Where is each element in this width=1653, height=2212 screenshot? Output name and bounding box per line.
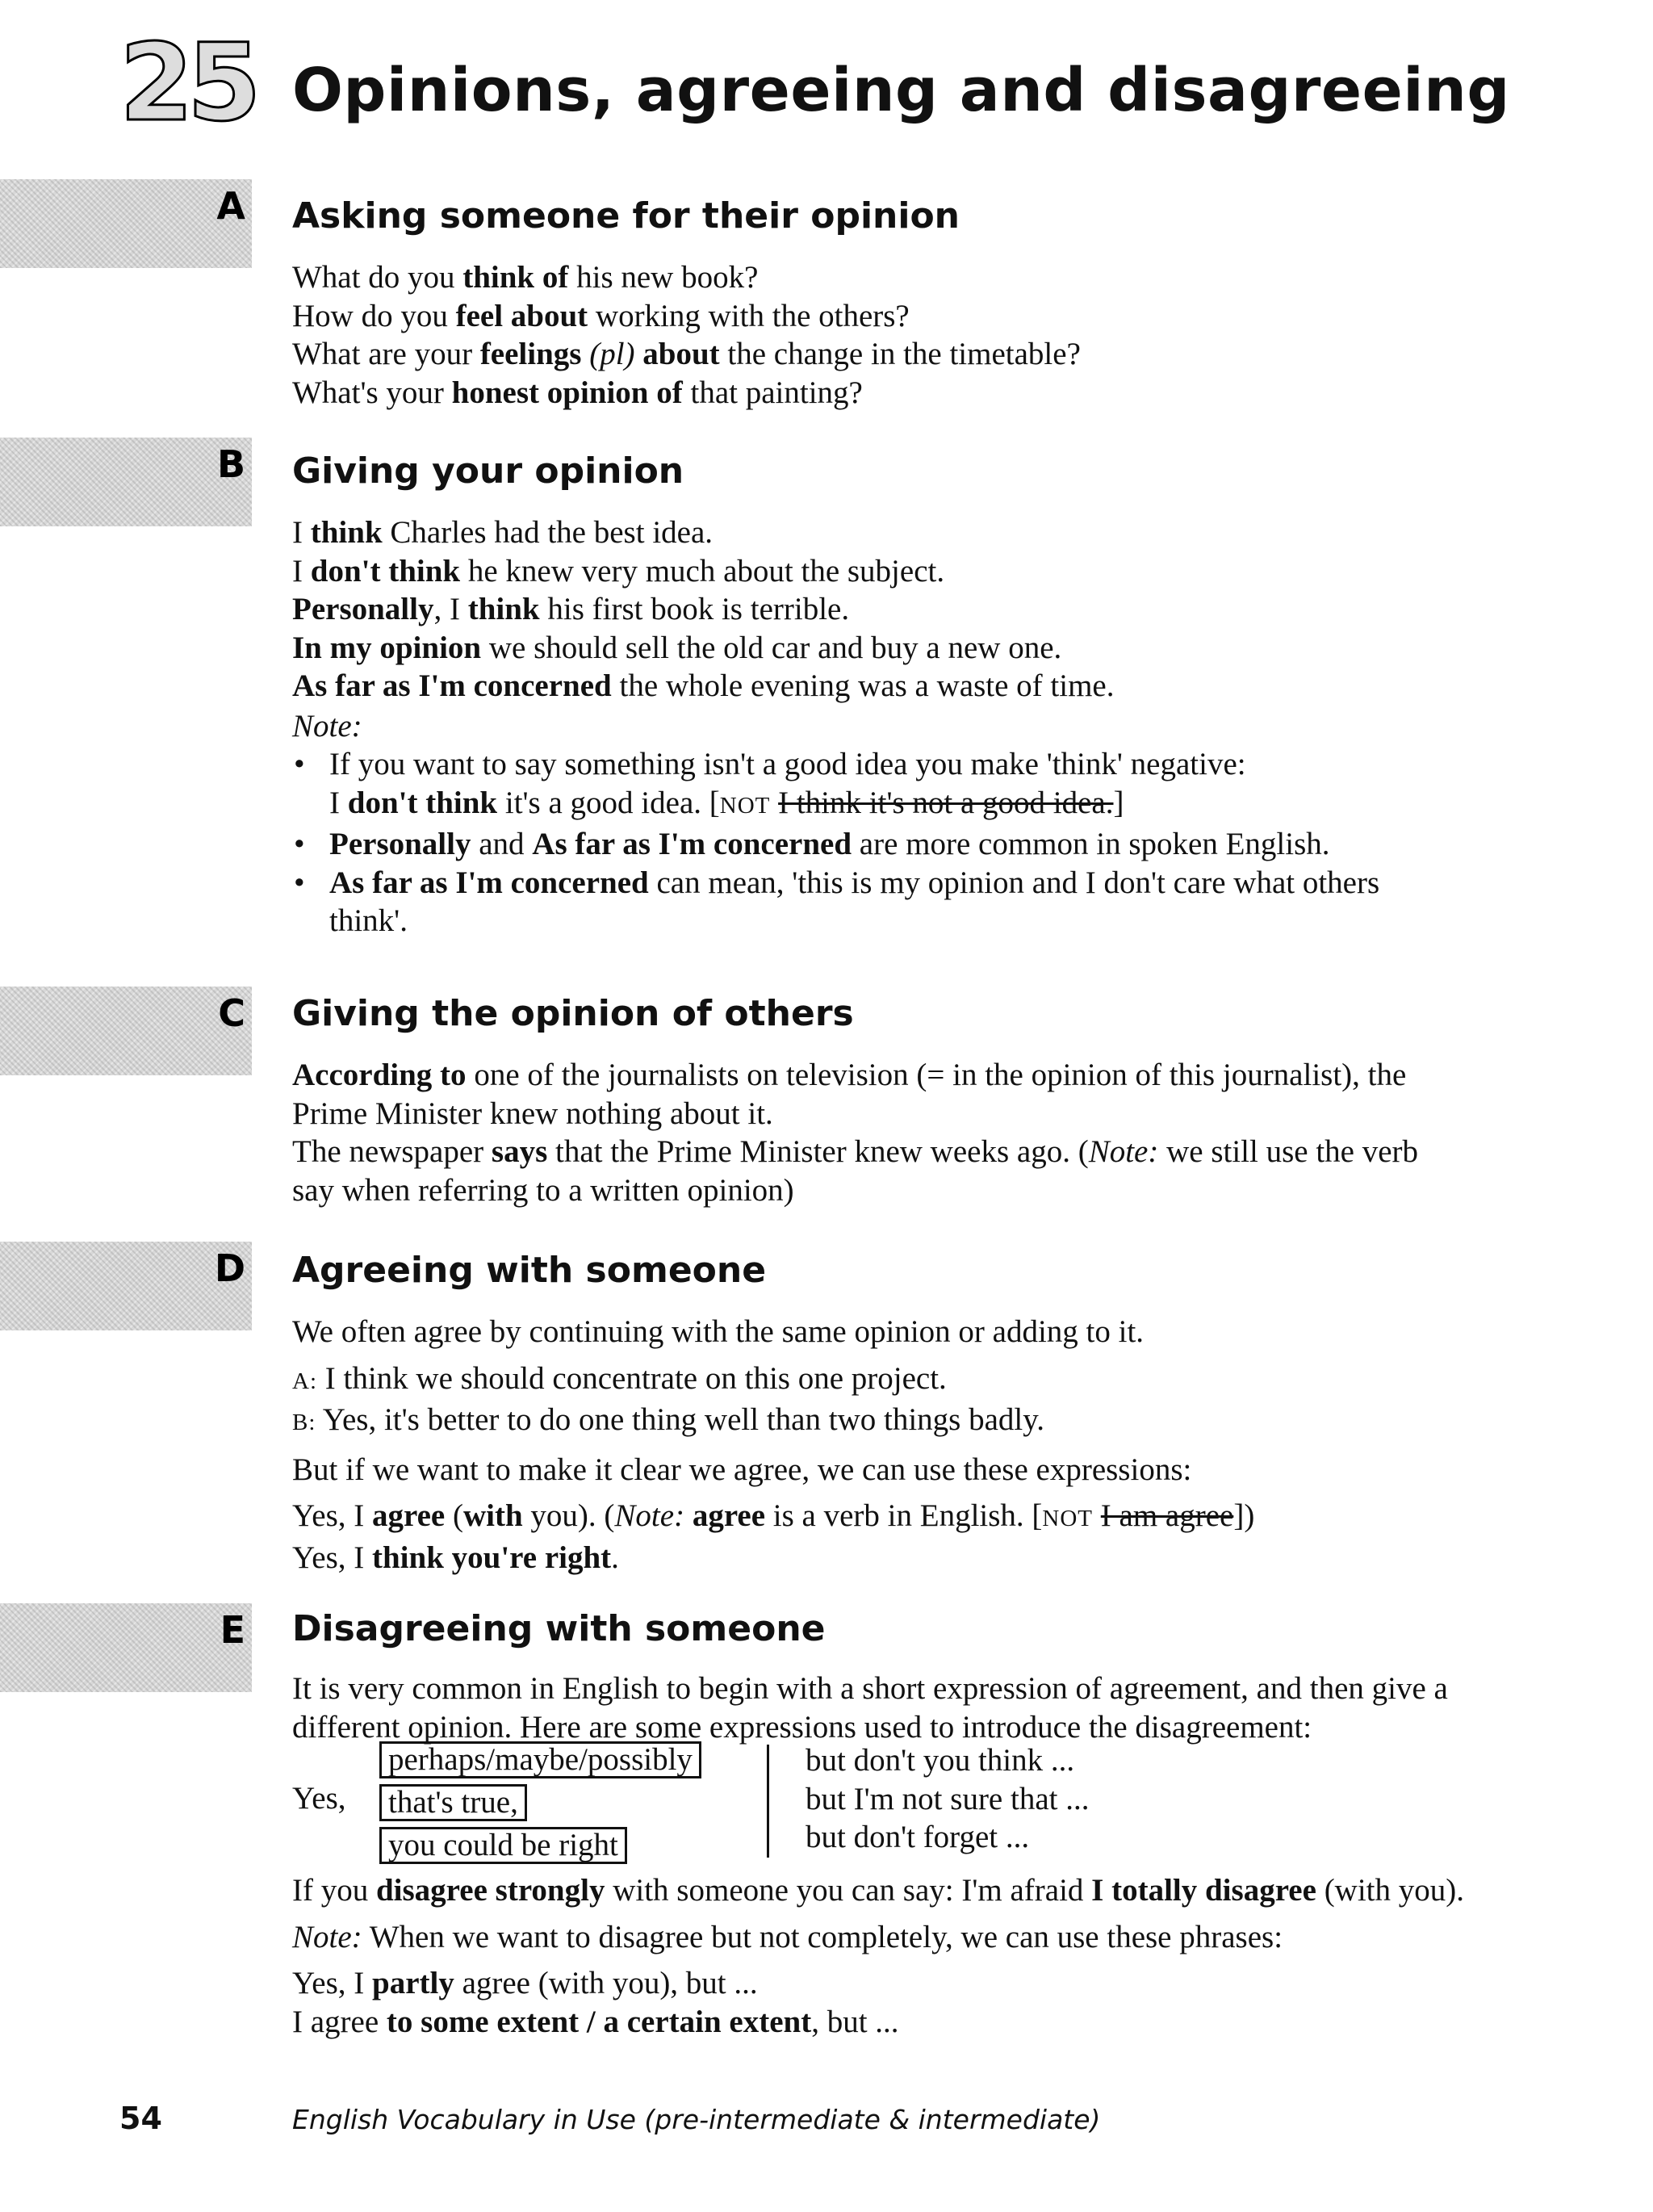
note-bullet: • Personally and As far as I'm concerned are more common in spoken English. — [294, 827, 1330, 861]
option-box: you could be right — [379, 1827, 627, 1864]
section-tab-b — [0, 438, 252, 526]
section-tab-e — [0, 1603, 252, 1692]
section-b-body — [292, 513, 1608, 941]
example-line: As far as I'm concerned the whole evening was a waste of time. — [292, 668, 1115, 703]
section-e-intro — [292, 1669, 1608, 1746]
section-a-title: Asking someone for their opinion — [292, 195, 960, 237]
intro-text: We often agree by continuing with the same opinion or adding to it. — [292, 1314, 1145, 1349]
expression-line: Yes, I think you're right. — [292, 1540, 619, 1575]
continuation: but don't you think ... — [806, 1743, 1075, 1778]
disagreement-expressions — [292, 1741, 1180, 1862]
page-number: 54 — [119, 2101, 162, 2136]
example-line: Prime Minister knew nothing about it. — [292, 1096, 773, 1131]
example-line: The newspaper says that the Prime Minister knew weeks ago. (Note: we still use the verb — [292, 1134, 1419, 1169]
book-title-footer: English Vocabulary in Use (pre-intermediate & intermediate) — [292, 2104, 1101, 2135]
example-line: In my opinion we should sell the old car and buy a new one. — [292, 630, 1062, 665]
divider — [767, 1745, 769, 1858]
section-e-title: Disagreeing with someone — [292, 1608, 826, 1649]
option-box: that's true, — [379, 1784, 527, 1821]
intro-text: It is very common in English to begin with a short expression of agreement, and then give a — [292, 1671, 1448, 1706]
body-text: If you disagree strongly with someone you can say: I'm afraid I totally disagree (with you). — [292, 1873, 1464, 1908]
note-label: Note: — [292, 708, 362, 744]
body-text: But if we want to make it clear we agree, we can use these expressions: — [292, 1452, 1192, 1487]
example-line: What are your feelings (pl) about the change in the timetable? — [292, 337, 1081, 371]
unit-number: 25 — [119, 21, 255, 145]
note-bullet: • As far as I'm concerned can mean, 'this is my opinion and I don't care what others — [294, 865, 1380, 900]
section-letter: B — [216, 442, 245, 486]
example-line: I think Charles had the best idea. — [292, 515, 714, 550]
section-b-title: Giving your opinion — [292, 450, 684, 492]
example-line: What do you think of his new book? — [292, 260, 759, 295]
section-a-body — [292, 258, 1608, 412]
example-line: Personally, I think his first book is terrible. — [292, 592, 850, 626]
section-tab-c — [0, 987, 252, 1075]
section-c-title: Giving the opinion of others — [292, 993, 854, 1034]
section-letter: E — [220, 1608, 245, 1652]
section-d-title: Agreeing with someone — [292, 1250, 767, 1291]
note-bullet: • If you want to say something isn't a good idea you make 'think' negative: — [294, 747, 1246, 781]
expression-line: I agree to some extent / a certain extent, but ... — [292, 2004, 899, 2039]
section-d-body — [292, 1313, 1608, 1577]
example-line: How do you feel about working with the others? — [292, 298, 910, 333]
example-line: say when referring to a written opinion) — [292, 1172, 794, 1208]
agreement-options — [379, 1741, 701, 1870]
section-tab-d — [0, 1242, 252, 1330]
example-line: According to one of the journalists on television (= in the opinion of this journalist), the — [292, 1058, 1407, 1092]
expression-line: Yes, I agree (with you). (Note: agree is a verb in English. [NOT I am agree]) — [292, 1498, 1255, 1533]
section-e-body — [292, 1871, 1608, 2041]
dialogue-line: A: I think we should concentrate on this one project. — [292, 1360, 947, 1396]
section-c-body — [292, 1056, 1608, 1209]
example-line: I don't think he knew very much about the subject. — [292, 553, 945, 589]
note-text: Note: When we want to disagree but not completely, we can use these phrases: — [292, 1919, 1283, 1954]
example-line: What's your honest opinion of that painting? — [292, 375, 863, 410]
section-letter: D — [214, 1246, 245, 1290]
note-bullet-continuation: think'. — [329, 903, 408, 938]
yes-label: Yes, — [292, 1781, 346, 1816]
continuations — [806, 1741, 1089, 1857]
continuation: but don't forget ... — [806, 1820, 1030, 1854]
continuation: but I'm not sure that ... — [806, 1781, 1090, 1816]
section-letter: A — [216, 184, 245, 228]
section-tab-a — [0, 179, 252, 268]
expression-line: Yes, I partly agree (with you), but ... — [292, 1966, 758, 2000]
section-letter: C — [218, 991, 245, 1035]
note-example: I don't think it's a good idea. [NOT I think it's not a good idea.] — [329, 785, 1124, 820]
intro-text: different opinion. Here are some expressions used to introduce the disagreement: — [292, 1709, 1312, 1745]
option-box: perhaps/maybe/possibly — [379, 1741, 701, 1778]
dialogue-line: B: Yes, it's better to do one thing well than two things badly. — [292, 1402, 1044, 1437]
page-title: Opinions, agreeing and disagreeing — [292, 56, 1510, 125]
